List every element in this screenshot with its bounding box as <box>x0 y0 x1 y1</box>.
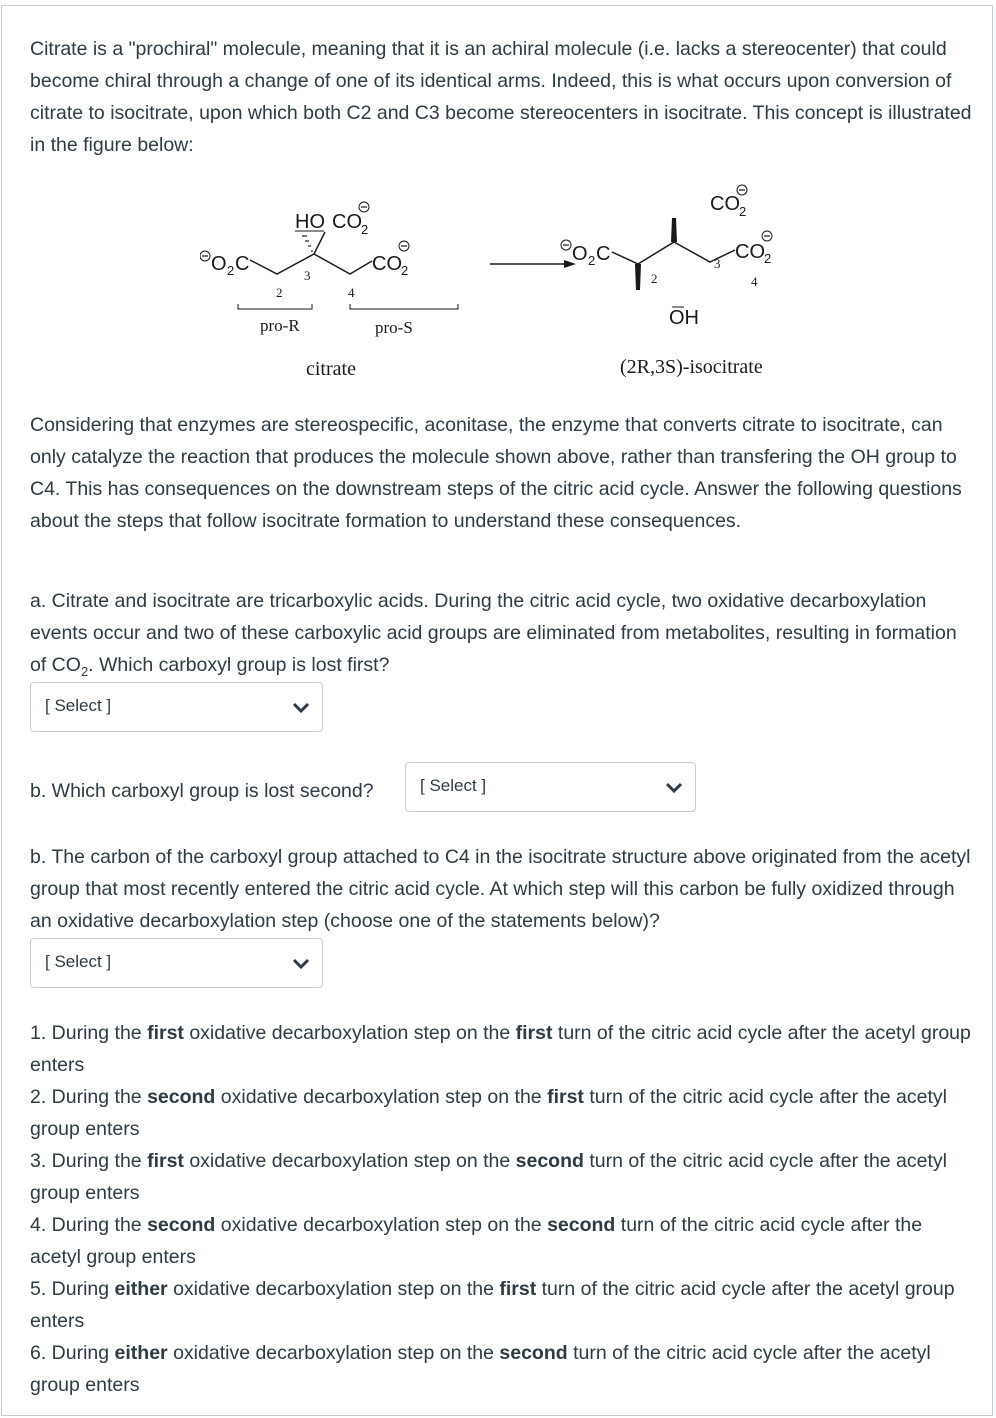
citrate-name: citrate <box>306 358 356 380</box>
isocitrate-wedge-oh <box>635 264 641 290</box>
statement-6: 6. During either oxidative decarboxylation step on the second turn of the citric acid cycle after the acetyl group enters <box>30 1342 931 1396</box>
citrate-left-sub: 2 <box>227 263 235 278</box>
pro-s-bracket <box>350 304 458 309</box>
chevron-down-icon <box>665 782 683 794</box>
charge-minus-icon <box>200 251 210 261</box>
question-c: b. The carbon of the carboxyl group attached to C4 in the isocitrate structure above originated from the acetyl group that most recently entered the citric acid cycle. At which step will this carbon be fully oxidized through an oxidative decarboxylation step (choose one of the statements below)? <box>30 846 971 932</box>
citrate-co2-bond <box>314 232 325 254</box>
isocitrate-c4-label: 4 <box>751 274 758 289</box>
citrate-c2-label: 2 <box>276 285 283 300</box>
citrate-isocitrate-figure <box>200 180 860 390</box>
isocitrate-name: (2R,3S)-isocitrate <box>620 356 763 378</box>
citrate-c4-label: 4 <box>348 285 355 300</box>
statement-4: 4. During the second oxidative decarboxylation step on the second turn of the citric acid cycle after the acetyl group enters <box>30 1214 923 1268</box>
statement-1: 1. During the first oxidative decarboxylation step on the first turn of the citric acid cycle after the acetyl group enters <box>30 1022 971 1076</box>
isocitrate-left-sub: 2 <box>588 253 596 268</box>
isocitrate-oh: OH <box>669 307 699 329</box>
charge-minus-icon <box>762 231 772 241</box>
citrate-hash-wedge <box>302 236 313 251</box>
isocitrate-c3-label: 3 <box>714 256 721 271</box>
select-label: [ Select ] <box>420 776 487 795</box>
statement-5: 5. During either oxidative decarboxylation step on the first turn of the citric acid cycle after the acetyl group enters <box>30 1278 955 1332</box>
isocitrate-top-co: CO <box>710 193 740 215</box>
chevron-down-icon <box>292 702 310 714</box>
citrate-right-sub: 2 <box>401 263 409 278</box>
citrate-c2-number: 3 <box>304 268 311 283</box>
citrate-right-co: CO <box>372 253 402 275</box>
isocitrate-wedge-top <box>671 218 677 242</box>
spacer <box>674 204 708 218</box>
intro-paragraph: Citrate is a "prochiral" molecule, meaning that it is an achiral molecule (i.e. lacks a stereocenter) that could become chiral through a change of one of its identical arms. Indeed, this is what occurs upon conversion of citrate to isocitrate, upon which both C2 and C3 become stereocenters in isocitrate. This concept is illustrated in the figure below: <box>30 38 972 156</box>
select-question-a[interactable] <box>30 682 323 732</box>
charge-minus-icon <box>359 202 369 212</box>
select-question-c[interactable] <box>30 938 323 988</box>
pro-r-bracket <box>238 304 312 309</box>
chevron-down-icon <box>292 958 310 970</box>
question-a-text-end: . Which carboxyl group is lost first? <box>88 654 390 676</box>
select-label: [ Select ] <box>45 696 112 715</box>
citrate-top-co: CO <box>332 211 362 233</box>
isocitrate-left-o: O <box>572 243 588 265</box>
citrate-top-sub: 2 <box>361 222 369 237</box>
citrate-skeleton <box>250 254 372 274</box>
charge-minus-icon <box>737 185 747 195</box>
isocitrate-top-sub: 2 <box>739 204 747 219</box>
pro-r-label: pro-R <box>260 316 300 335</box>
isocitrate-left-c: C <box>596 243 611 265</box>
isocitrate-right-sub: 2 <box>764 251 772 266</box>
consider-paragraph: Considering that enzymes are stereospecific, aconitase, the enzyme that converts citrate to isocitrate, can only catalyze the reaction that produces the molecule shown above, rather than transfering the OH group to C4. This has consequences on the downstream steps of the citric acid cycle. Answer the following questions about the steps that follow isocitrate formation to understand these consequences. <box>30 414 962 532</box>
question-a-sub: 2 <box>80 663 89 679</box>
statement-2: 2. During the second oxidative decarboxylation step on the first turn of the citric acid cycle after the acetyl group enters <box>30 1086 947 1140</box>
statement-list <box>30 1017 975 1401</box>
isocitrate-right-co: CO <box>735 241 765 263</box>
question-a <box>30 585 975 688</box>
charge-minus-icon <box>399 241 409 251</box>
citrate-ho: HO <box>295 211 325 233</box>
select-question-b[interactable] <box>405 762 696 812</box>
charge-minus-icon <box>561 240 571 250</box>
isocitrate-c2-label: 2 <box>651 271 658 286</box>
question-b <box>30 775 374 807</box>
citrate-left-c: C <box>235 253 250 275</box>
statement-3: 3. During the first oxidative decarboxylation step on the second turn of the citric acid cycle after the acetyl group enters <box>30 1150 947 1204</box>
citrate-left-o: O <box>211 253 227 275</box>
select-label: [ Select ] <box>45 952 112 971</box>
question-b-text: b. Which carboxyl group is lost second? <box>30 780 374 802</box>
question-a-text: a. Citrate and isocitrate are tricarboxylic acids. During the citric acid cycle, two oxidative decarboxylation events occur and two of these carboxylic acid groups are eliminated from metabolites, resulting in formation of CO <box>30 590 957 676</box>
pro-s-label: pro-S <box>375 318 413 337</box>
